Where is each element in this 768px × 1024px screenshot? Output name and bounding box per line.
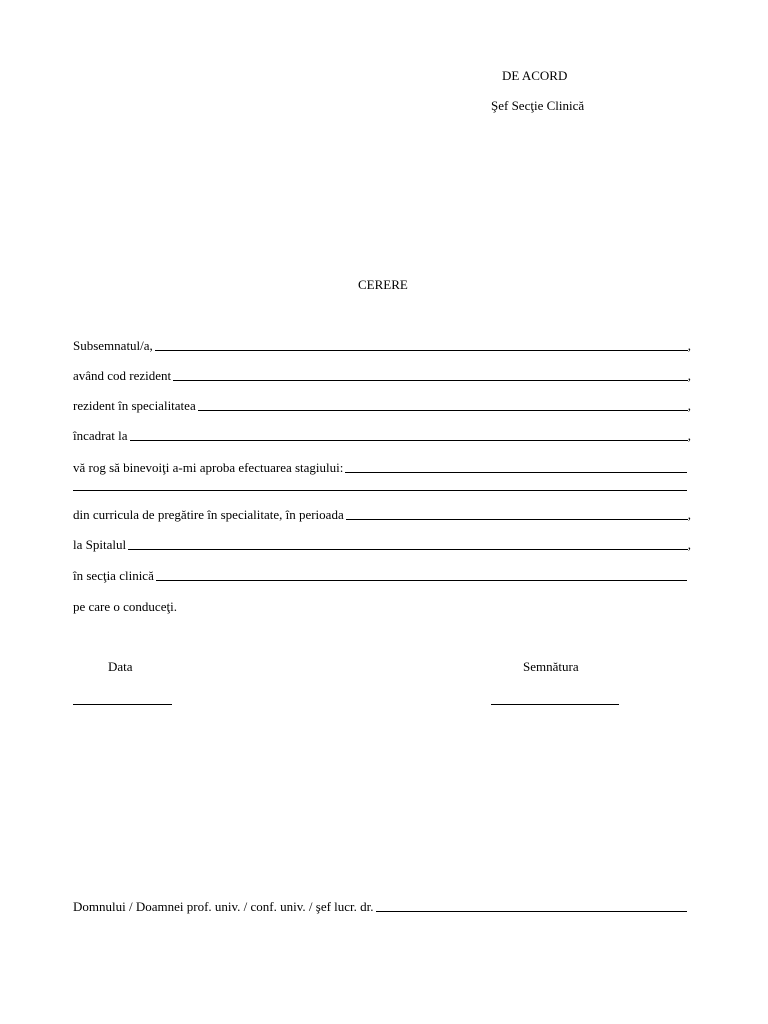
comma: , (687, 537, 691, 552)
stagiu-blank[interactable] (345, 472, 687, 473)
form-line-spitalul (73, 537, 691, 553)
stagiu-label: vă rog să binevoiţi a-mi aproba efectuarea stagiului: (73, 460, 344, 475)
form-line-specialitate (73, 398, 691, 414)
cod-rezident-label: având cod rezident (73, 368, 172, 383)
comma: , (687, 507, 691, 522)
semnatura-blank[interactable] (491, 704, 619, 705)
sectia-blank[interactable] (156, 580, 687, 581)
comma: , (687, 398, 691, 413)
form-line-incadrat (73, 428, 691, 444)
form-line-stagiu-continued (73, 478, 687, 494)
spitalul-blank[interactable] (128, 549, 688, 550)
name-blank[interactable] (155, 350, 688, 351)
form-line-sectia (73, 568, 687, 584)
sectia-label: în secţia clinică (73, 568, 154, 583)
approval-title: DE ACORD (502, 68, 568, 83)
document-title: CERERE (358, 277, 408, 292)
domnului-label: Domnului / Doamnei prof. univ. / conf. univ. / şef lucr. dr. (73, 899, 374, 914)
domnului-blank[interactable] (376, 911, 687, 912)
conduceti-text: pe care o conduceţi. (73, 599, 177, 614)
form-line-stagiu (73, 460, 687, 476)
approval-subtitle: Şef Secţie Clinică (491, 98, 585, 113)
form-line-cod-rezident (73, 368, 691, 384)
comma: , (687, 428, 691, 443)
stagiu-blank-continued[interactable] (73, 490, 687, 491)
specialitate-label: rezident în specialitatea (73, 398, 196, 413)
curricula-label: din curricula de pregătire în specialitate, în perioada (73, 507, 344, 522)
form-line-subsemnatul (73, 338, 691, 354)
data-blank[interactable] (73, 704, 172, 705)
semnatura-label: Semnătura (523, 659, 579, 674)
cod-rezident-blank[interactable] (173, 380, 688, 381)
comma: , (687, 338, 691, 353)
form-line-domnului (73, 899, 687, 915)
form-line-curricula (73, 507, 691, 523)
comma: , (687, 368, 691, 383)
specialitate-blank[interactable] (198, 410, 688, 411)
incadrat-label: încadrat la (73, 428, 128, 443)
perioada-blank[interactable] (346, 519, 688, 520)
incadrat-blank[interactable] (130, 440, 688, 441)
spitalul-label: la Spitalul (73, 537, 127, 552)
data-label: Data (108, 659, 133, 674)
subsemnatul-label: Subsemnatul/a, (73, 338, 153, 353)
